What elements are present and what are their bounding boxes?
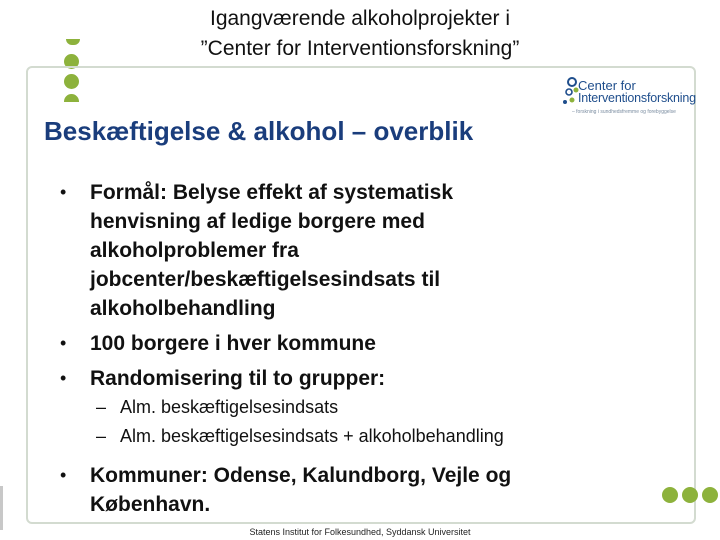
- bullet-text-line: jobcenter/beskæftigelsesindsats til: [90, 268, 441, 291]
- logo-text-line-2: Interventionsforskning: [578, 91, 696, 105]
- bullet-text-line: alkoholproblemer fra: [90, 239, 299, 262]
- dash-icon: –: [96, 426, 107, 446]
- logo-tagline: – forskning i sundhedsfremme og forebyggelse: [572, 109, 676, 115]
- sub-bullet-text: Alm. beskæftigelsesindsats: [120, 397, 339, 417]
- top-title-line-1: Igangværende alkoholprojekter i: [209, 7, 511, 30]
- green-dot-icon: [662, 487, 678, 503]
- decorative-dots-bottom-right: [660, 485, 720, 505]
- bullet-icon: •: [60, 333, 67, 353]
- bullet-item-purpose: [58, 178, 618, 323]
- sub-bullet-text: Alm. beskæftigelsesindsats + alkoholbehandling: [120, 426, 504, 446]
- bullet-item-citizens: [58, 329, 618, 358]
- bullet-icon: •: [60, 465, 67, 485]
- bullet-list: [58, 178, 618, 519]
- bullet-text-line: Kommuner: Odense, Kalundborg, Vejle og: [90, 464, 512, 487]
- bullet-icon: •: [60, 368, 67, 388]
- dash-icon: –: [96, 397, 107, 417]
- green-dot-icon: [682, 487, 698, 503]
- slide-heading: Beskæftigelse & alkohol – overblik: [44, 116, 474, 146]
- bullet-text-line: København.: [90, 493, 211, 516]
- bullet-text-line: Randomisering til to grupper:: [90, 367, 386, 390]
- center-logo: [560, 74, 696, 122]
- logo-text-line-1: Center for: [578, 78, 636, 93]
- bullet-text-line: alkoholbehandling: [90, 297, 276, 320]
- bullet-text-line: Formål: Belyse effekt af systematisk: [90, 181, 453, 204]
- bullet-item-municipalities: [58, 461, 618, 519]
- green-dot-icon: [702, 487, 718, 503]
- slide-footer: Statens Institut for Folkesundhed, Syddansk Universitet: [249, 527, 471, 537]
- top-title-line-2: ”Center for Interventionsforskning”: [200, 37, 520, 60]
- bullet-text-line: henvisning af ledige borgere med: [90, 210, 425, 233]
- bullet-icon: •: [60, 182, 67, 202]
- slide-top-title: [100, 4, 620, 64]
- logo-circles-icon: [560, 74, 580, 114]
- green-dot-icon: [66, 39, 80, 45]
- sub-bullet-item: [58, 422, 618, 451]
- sub-bullet-item: [58, 393, 618, 422]
- bullet-text-line: 100 borgere i hver kommune: [90, 332, 376, 355]
- bullet-item-randomisation: [58, 364, 618, 393]
- left-edge-divider: [0, 486, 3, 530]
